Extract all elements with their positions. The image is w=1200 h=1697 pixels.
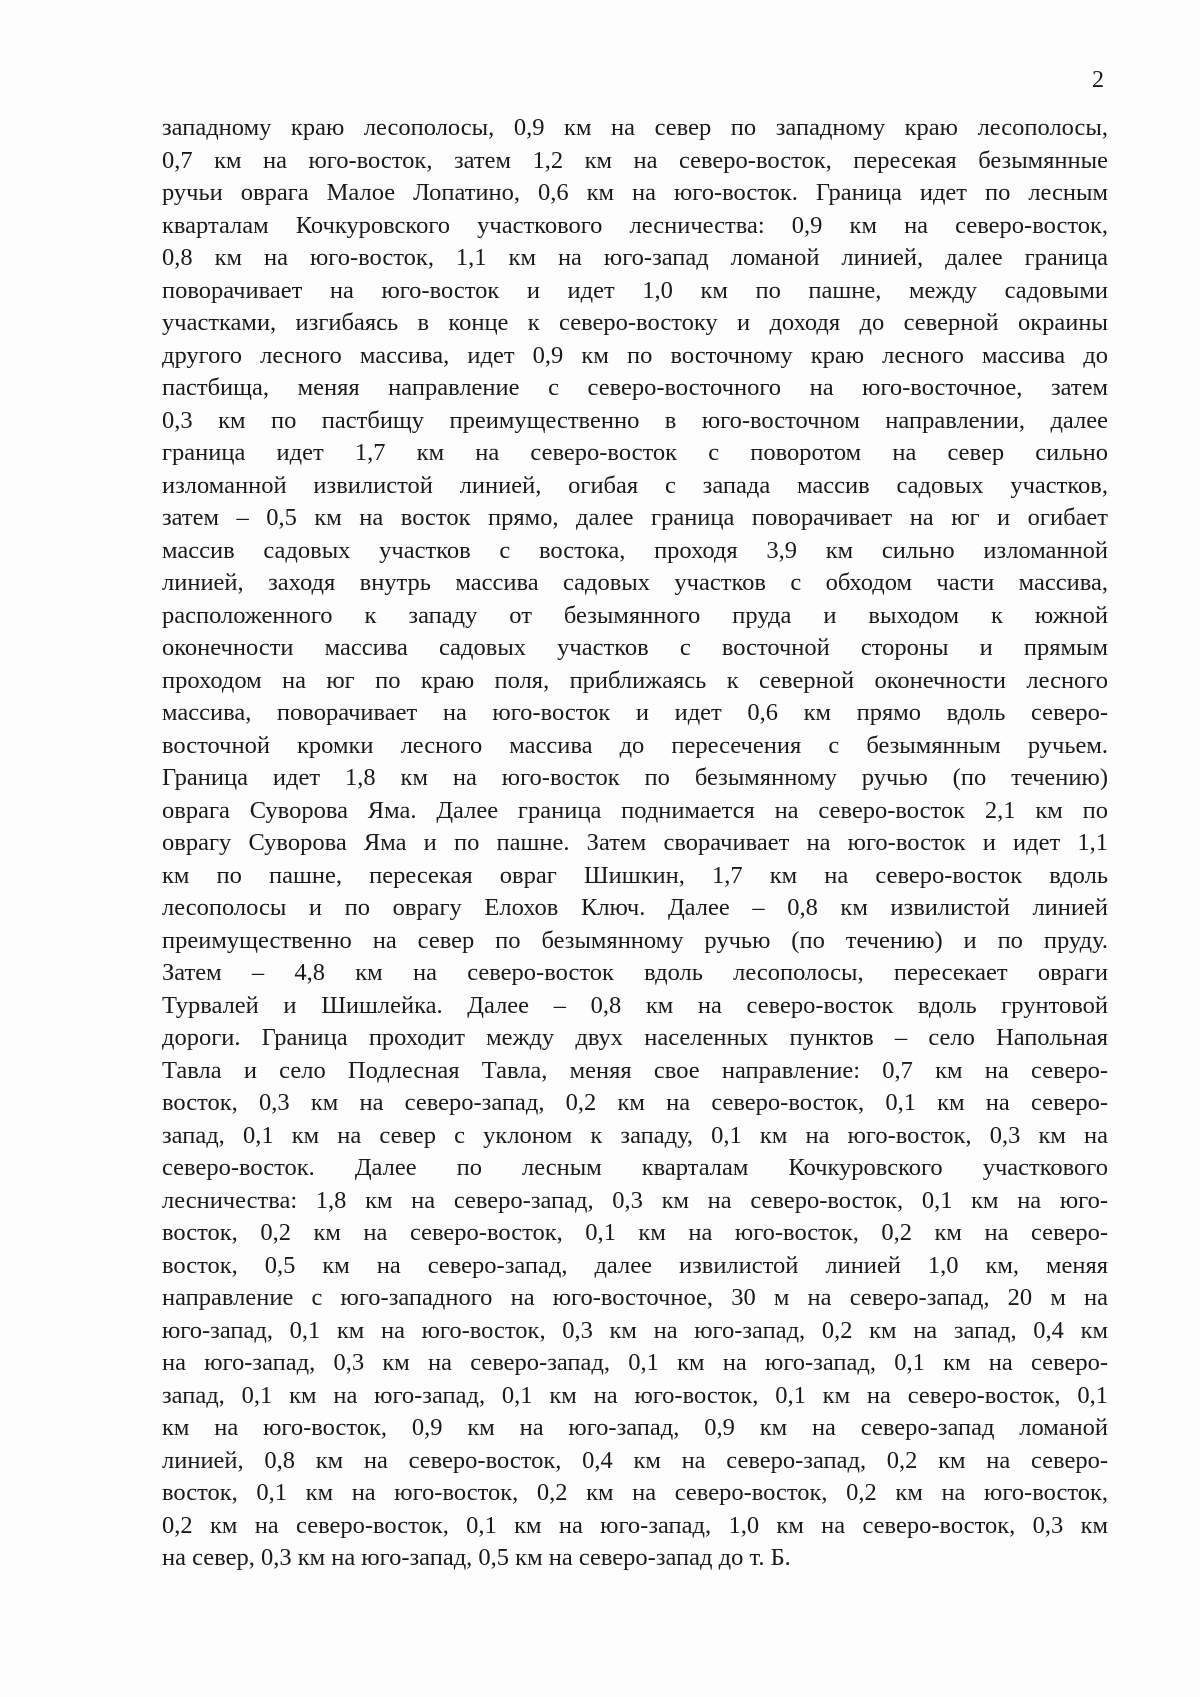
text-line: западному краю лесополосы, 0,9 км на север по западному краю лесополосы, (162, 114, 1108, 141)
text-line: другого лесного массива, идет 0,9 км по восточному краю лесного массива до (162, 341, 1108, 369)
text-line: на север, 0,3 км на юго-запад, 0,5 км на северо-запад до т. Б. (162, 1544, 791, 1571)
text-line: Затем – 4,8 км на северо-восток вдоль лесополосы, пересекает овраги (162, 959, 1108, 986)
text-line: на юго-запад, 0,3 км на северо-запад, 0,1 км на юго-запад, 0,1 км на северо- (162, 1349, 1108, 1376)
text-line: восток, 0,3 км на северо-запад, 0,2 км на северо-восток, 0,1 км на северо- (162, 1089, 1108, 1116)
text-line: направление с юго-западного на юго-восточное, 30 м на северо-запад, 20 м на (162, 1284, 1108, 1311)
text-line: пастбища, меняя направление с северо-восточного на юго-восточное, затем (162, 374, 1108, 401)
text-line: дороги. Граница проходит между двух населенных пунктов – село Напольная (162, 1024, 1108, 1051)
text-line: массива, поворачивает на юго-восток и идет 0,6 км прямо вдоль северо- (162, 699, 1108, 726)
text-line: затем – 0,5 км на восток прямо, далее граница поворачивает на юг и огибает (162, 504, 1108, 531)
text-line: лесничества: 1,8 км на северо-запад, 0,3 км на северо-восток, 0,1 км на юго- (162, 1186, 1108, 1214)
text-line: граница идет 1,7 км на северо-восток с поворотом на север сильно (162, 439, 1108, 466)
text-line: массив садовых участков с востока, проходя 3,9 км сильно изломанной (162, 536, 1108, 564)
text-line: км по пашне, пересекая овраг Шишкин, 1,7 км на северо-восток вдоль (162, 861, 1108, 889)
text-line: лесополосы и по оврагу Елохов Ключ. Далее – 0,8 км извилистой линией (162, 894, 1108, 921)
text-line: ручьи оврага Малое Лопатино, 0,6 км на юго-восток. Граница идет по лесным (162, 179, 1108, 206)
text-line: 0,3 км по пастбищу преимущественно в юго-восточном направлении, далее (162, 406, 1108, 434)
text-line: изломанной извилистой линией, огибая с запада массив садовых участков, (162, 471, 1108, 499)
text-line: юго-запад, 0,1 км на юго-восток, 0,3 км на юго-запад, 0,2 км на запад, 0,4 км (162, 1316, 1108, 1344)
text-line: преимущественно на север по безымянному ручью (по течению) и по пруду. (162, 926, 1108, 954)
text-line: восточной кромки лесного массива до пересечения с безымянным ручьем. (162, 731, 1108, 759)
text-line: Граница идет 1,8 км на юго-восток по безымянному ручью (по течению) (162, 764, 1108, 791)
text-line: запад, 0,1 км на юго-запад, 0,1 км на юго-восток, 0,1 км на северо-восток, 0,1 (162, 1381, 1108, 1409)
text-line: участками, изгибаясь в конце к северо-востоку и доходя до северной окраины (162, 309, 1108, 336)
text-line: кварталам Кочкуровского участкового лесничества: 0,9 км на северо-восток, (162, 211, 1108, 239)
text-line: 0,7 км на юго-восток, затем 1,2 км на северо-восток, пересекая безымянные (162, 146, 1108, 174)
text-line: Турвалей и Шишлейка. Далее – 0,8 км на северо-восток вдоль грунтовой (162, 991, 1108, 1019)
text-line: км на юго-восток, 0,9 км на юго-запад, 0,9 км на северо-запад ломаной (162, 1414, 1108, 1441)
text-line: северо-восток. Далее по лесным кварталам Кочкуровского участкового (162, 1154, 1108, 1181)
text-line: линией, 0,8 км на северо-восток, 0,4 км на северо-запад, 0,2 км на северо- (162, 1446, 1108, 1474)
text-line: восток, 0,2 км на северо-восток, 0,1 км на юго-восток, 0,2 км на северо- (162, 1219, 1108, 1246)
text-line: восток, 0,5 км на северо-запад, далее извилистой линией 1,0 км, меняя (162, 1251, 1108, 1279)
text-line: оврага Суворова Яма. Далее граница поднимается на северо-восток 2,1 км по (162, 796, 1108, 824)
body-text (162, 112, 1108, 1575)
text-line: проходом на юг по краю поля, приближаясь к северной оконечности лесного (162, 666, 1108, 694)
text-line: расположенного к западу от безымянного пруда и выходом к южной (162, 601, 1108, 629)
text-line: Тавла и село Подлесная Тавла, меняя свое направление: 0,7 км на северо- (162, 1056, 1108, 1084)
text-line: оврагу Суворова Яма и по пашне. Затем сворачивает на юго-восток и идет 1,1 (162, 829, 1108, 856)
text-line: 0,8 км на юго-восток, 1,1 км на юго-запад ломаной линией, далее граница (162, 244, 1108, 271)
text-line: линией, заходя внутрь массива садовых участков с обходом части массива, (162, 569, 1108, 596)
text-line: запад, 0,1 км на север с уклоном к западу, 0,1 км на юго-восток, 0,3 км на (162, 1121, 1108, 1149)
page-number: 2 (1092, 67, 1104, 93)
text-line: 0,2 км на северо-восток, 0,1 км на юго-запад, 1,0 км на северо-восток, 0,3 км (162, 1511, 1108, 1539)
text-line: поворачивает на юго-восток и идет 1,0 км по пашне, между садовыми (162, 276, 1108, 304)
text-line: оконечности массива садовых участков с восточной стороны и прямым (162, 634, 1108, 661)
text-line: восток, 0,1 км на юго-восток, 0,2 км на северо-восток, 0,2 км на юго-восток, (162, 1479, 1108, 1506)
